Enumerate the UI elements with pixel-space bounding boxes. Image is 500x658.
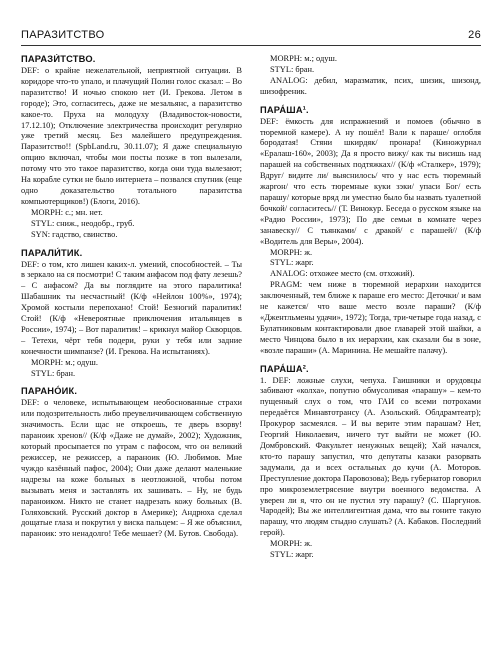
left-column bbox=[21, 54, 242, 654]
entry-paragraph: DEF: о том, кто лишен каких-л. умений, способностей. – Ты в зеркало на ся посмотри! С таким анфасом под фату лезешь? – С анфасом? Да вы поглядите на этого паралитика! Шабашник ты несчастный! (К/ф «Нейлон 100%», 1974); Хромой костыли перепохано! Стой! Безногий паралитик! Стой! (К/ф «Невероятные приключения итальянцев в России», 1974); – Вот паралитик! – крикнул майор Скворцов. – Тетехи, чёрт тебя подери, руки у тебя или задние конечности шимпанзе? (И. Грекова. На испытаниях). bbox=[21, 259, 242, 356]
entry-label-line: STYL: сниж., неодобр., груб. bbox=[31, 218, 135, 228]
dictionary-entry bbox=[21, 54, 242, 241]
dictionary-entry bbox=[260, 364, 481, 561]
right-column bbox=[260, 54, 481, 654]
entry-label-line: STYL: жарг. bbox=[270, 258, 314, 268]
entry-label-line: ANALOG: отхожее место (см. отхожий). bbox=[270, 269, 415, 279]
entry-label-line: MORPH: ж. bbox=[270, 247, 313, 257]
entry-paragraph: DEF: ёмкость для испражнений и помоев (обычно в тюремной камере). А ну пошёл! Вали к параше/ оглобля бородатая! Стяни шкирдяк/ пронара! (Киножурнал «Ералаш-160», 2003); Да я просто вижу/ как ты висишь над парашей на собственных подтяжках// (К/ф «Сталкер», 1979); Вдруг/ видите ли/ выяснилось/ что у нас есть тюремный жаргон/ что есть тюремные куки зэки/ упаси Бог/ есть парашу/ которые вряд ли уместно было бы назвать туалетной бочкой/ согласитесь// (Т. Винокур. Беседа о русском языке на «Радио России», 1973); По две семьи в комнате через занавеску// С тьянками/ с дракой/ с парашей// (К/ф «Водитель для Веры», 2004). bbox=[260, 116, 481, 246]
entry-label-line: MORPH: ж. bbox=[270, 539, 313, 549]
entry-headword: ПАРАНО́ИК. bbox=[21, 386, 78, 397]
entry-headword: ПАРА́ША¹. bbox=[260, 104, 309, 115]
running-title: ПАРАЗИТСТВО bbox=[21, 29, 105, 41]
entry-label-line: MORPH: м.; одуш. bbox=[270, 54, 337, 63]
entry-headword: ПАРА́ША². bbox=[260, 363, 309, 374]
entry-label-line: MORPH: с.; мн. нет. bbox=[31, 207, 103, 217]
header-rule bbox=[21, 45, 481, 46]
dictionary-entry bbox=[260, 54, 481, 98]
entry-label-line: STYL: жарг. bbox=[270, 550, 314, 560]
dictionary-entry bbox=[21, 248, 242, 380]
running-header bbox=[21, 29, 481, 43]
entry-label-line: STYL: бран. bbox=[31, 368, 76, 378]
entry-label-line: PRAGM: чем ниже в тюремной иерархии находится заключенный, тем ближе к параше его место: Деточки/ и вам не кажется/ что ваше место возле параши? (К/ф «Джентльмены удачи», 1972); Тогда, три-четыре года назад, с Булатниковым контактировали двое главарей этой шайки, а место Чинцова было в их иерархии, как сказали бы в зоне, «возле параши» (А. Маринина. Не мешайте палачу). bbox=[260, 280, 481, 355]
dictionary-entry bbox=[260, 105, 481, 357]
entry-label-line: SYN: гадство, свинство. bbox=[31, 229, 118, 239]
dictionary-entry bbox=[21, 386, 242, 540]
entry-label-line: MORPH: м.; одуш. bbox=[31, 357, 98, 367]
entry-paragraph: DEF: о крайне нежелательной, неприятной ситуации. В коридоре что-то упало, и плачущий Полин голос сказал: – Во паразитство! И ночью спокою нет (И. Грекова. Летом в городе); Это, согласитесь, даже не мезальянс, а паразитство какое-то. Пруха на молодуху (Владивосток-новости, 17.12.10); Отключение электричества происходит регулярно уже третий месяц. Без малейшего предупреждения. Паразитство!! (SpbLand.ru, 30.11.07); Я даже специальную опцию включал, чтобы мои посты позже в топ вылезали, потому что это такое паразитство, когда они туда вылезают; На корабле сутки не было интернета – позвался спутник (еще одно доказательство тотального паразитства компьютерщиков!) (Блоги, 2016). bbox=[21, 66, 242, 206]
entry-label-line: STYL: бран. bbox=[270, 64, 315, 74]
entry-label-line: ANALOG: дебил, маразматик, псих, шизик, шизонд, шизофреник. bbox=[260, 75, 481, 96]
entry-headword: ПАРАЛИ́ТИК. bbox=[21, 247, 83, 258]
text-columns bbox=[21, 54, 481, 654]
page-number: 26 bbox=[468, 29, 481, 41]
entry-headword: ПАРАЗИ́ТСТВО. bbox=[21, 54, 96, 64]
entry-paragraph: 1. DEF: ложные слухи, чепуха. Гаишники и орудовцы забивают «колха», попутно обмусоливая «парашу» – кем-то пущенный слух о том, что ГАИ со всеми потрохами передаётся Минавтотрансу (А. Азольский. Облдрамтеатр); Прокурор засмеялся. – И вы верите этим парашам? Нет, Георгий Николаевич, ничего тут выйти не может (Ю. Домбровский. Факультет ненужных вещей); Хай начался, кто-то парашу запустил, что депутаты казаки разорвать задумали, да и всех остальных до кучи (А. Моторов. Преступление доктора Паровозова); Ведь губернатор говорил про микроземлетрясение внутри военного ведомства. А уверен ли я, что он не пустил эту парашу? (С. Шаргунов. Чародей); Вы же интеллигентная дама, что вы гоните такую парашу, что людям стыдно слушать? (А. Кабаков. Последний герой). bbox=[260, 375, 481, 538]
entry-paragraph: DEF: о человеке, испытывающем необоснованные страхи или подозрительность либо преувеличивающем собственную значимость. Если щас не откроешь, те дверь взорву! параноик хренов// (К/ф «Даже не думай», 2002); Художник, который просыпается по утрам с пафосом, что он великий режиссер, не режиссер, а параноик (Ю. Любимов. Мне чуждо казённый пафос, 2004); Они даже делают маленькие надрезы на коже больных в неотложной, чтобы потом вызывать меня и заставлять их зашивать. – Ну, не будь параноиком. Никто не станет надрезать кожу больных (В. Голяховский. Русский доктор в Америке); Андрюха сделал дощатые глаза и покрутил у виска пальцем: – Я же объяснил, параноик: это ненадолго! Тебе мешает? (М. Бутов. Свобода). bbox=[21, 398, 242, 539]
